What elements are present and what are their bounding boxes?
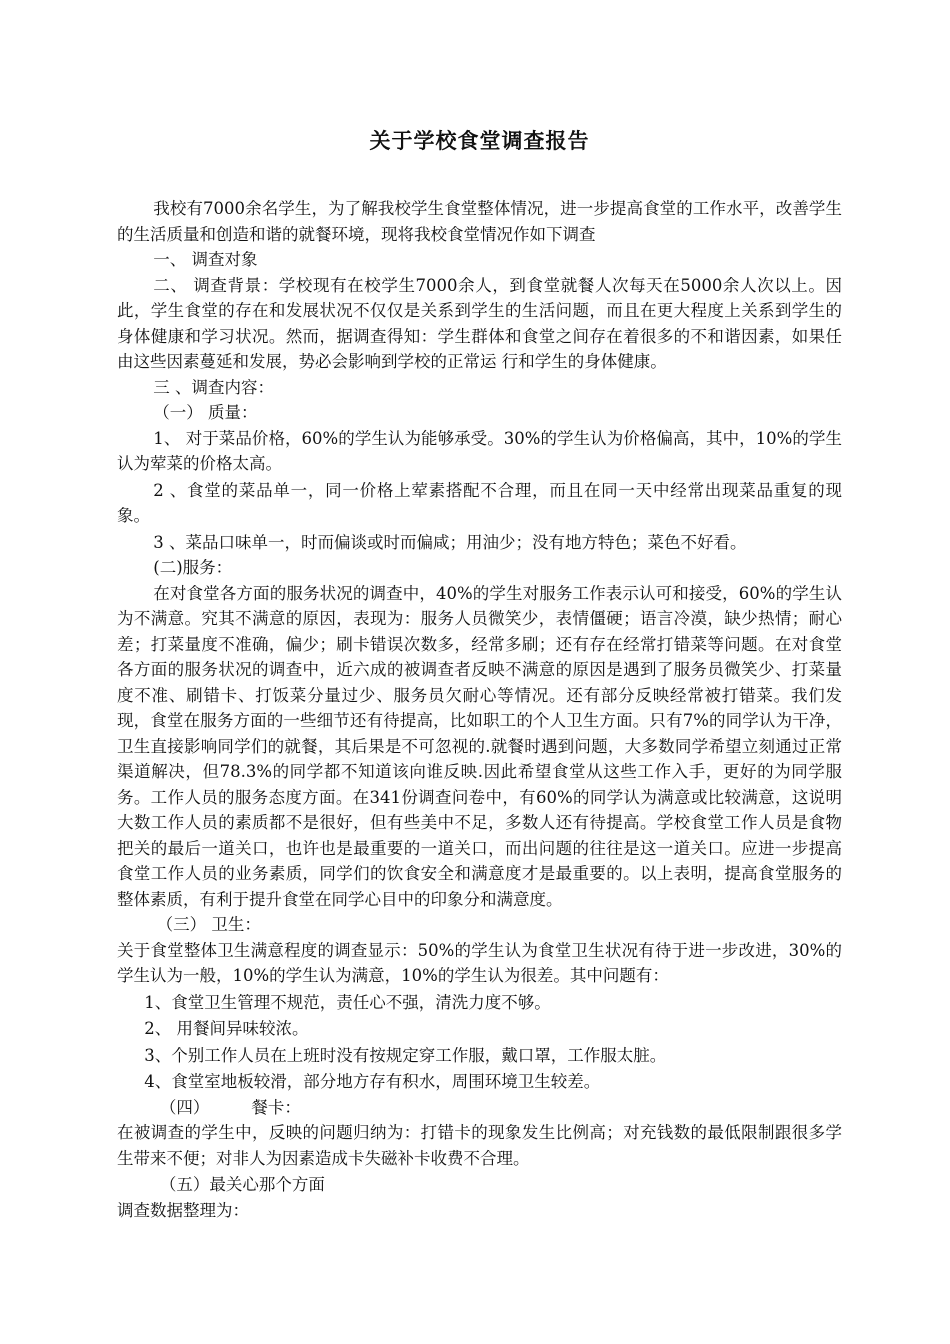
quality-item: 2 、食堂的菜品单一，同一价格上荤素搭配不合理，而且在同一天中经常出现菜品重复的现象。	[117, 480, 842, 525]
hygiene-item: 1、食堂卫生管理不规范，责任心不强，清洗力度不够。	[144, 992, 551, 1012]
subsection-heading-card: （四） 餐卡：	[159, 1097, 301, 1117]
page-title: 关于学校食堂调查报告	[369, 129, 590, 153]
section-heading-object: 一、 调查对象	[153, 250, 258, 269]
quality-item: 1、 对于菜品价格，60%的学生认为能够承受。30%的学生认为价格偏高，其中，10%的学生认为荤菜的价格太高。	[117, 428, 842, 473]
quality-item: 3 、菜品口味单一，时而偏谈或时而偏咸；用油少；没有地方特色；菜色不好看。	[153, 532, 747, 552]
hygiene-item: 3、个别工作人员在上班时没有按规定穿工作服，戴口罩，工作服太脏。	[144, 1045, 667, 1065]
subsection-heading-service: (二)服务：	[153, 558, 233, 577]
intro-paragraph: 我校有7000余名学生，为了解我校学生食堂整体情况，进一步提高食堂的工作水平，改善学生的生活质量和创造和谐的就餐环境，现将我校食堂情况作如下调查	[117, 199, 842, 244]
section-heading-content: 三 、调查内容：	[153, 377, 275, 397]
section-background-paragraph: 二、 调查背景：学校现有在校学生7000余人，到食堂就餐人次每天在5000余人次以上。因此，学生食堂的存在和发展状况不仅仅是关系到学生的生活问题，而且在更大程度上关系到学生的身体健康和学习状况。然而，据调查得知：学生群体和食堂之间存在着很多的不和谐因素，如果任由这些因素蔓延和发展，势必会影响到学校的正常运 行和学生的身体健康。	[117, 275, 842, 371]
subsection-heading-hygiene: （三） 卫生：	[156, 915, 261, 934]
data-summary-line: 调查数据整理为：	[117, 1200, 249, 1220]
service-paragraph: 在对食堂各方面的服务状况的调查中，40%的学生对服务工作表示认可和接受，60%的学生认为不满意。究其不满意的原因，表现为：服务人员微笑少，表情僵硬；语言冷漠，缺少热情；耐心差；打菜量度不准确，偏少；刷卡错误次数多，经常多刷；还有存在经常打错菜等问题。在对食堂各方面的服务状况的调查中，近六成的被调查者反映不满意的原因是遇到了服务员微笑少、打菜量度不准、刷错卡、打饭菜分量过少、服务员欠耐心等情况。还有部分反映经常被打错菜。我们发现，食堂在服务方面的一些细节还有待提高，比如职工的个人卫生方面。只有7%的同学认为干净，卫生直接影响同学们的就餐，其后果是不可忽视的.就餐时遇到问题，大多数同学希望立刻通过正常渠道解决，但78.3%的同学都不知道该向谁反映.因此希望食堂从这些工作入手，更好的为同学服务。工作人员的服务态度方面。在341份调查问卷中，有60%的同学认为满意或比较满意，这说明大数工作人员的素质都不是很好，但有些美中不足，多数人还有待提高。学校食堂工作人员是食物把关的最后一道关口，也许也是最重要的一道关口，而出问题的往往是这一道关口。应进一步提高食堂工作人员的业务素质，同学们的饮食安全和满意度才是最重要的。以上表明，提高食堂服务的整体素质，有利于提升食堂在同学心目中的印象分和满意度。	[117, 583, 842, 909]
subsection-heading-quality: （一） 质量：	[153, 403, 258, 422]
hygiene-item: 4、食堂室地板较滑，部分地方存有积水，周围环境卫生较差。	[144, 1072, 601, 1091]
subsection-heading-concern: （五）最关心那个方面	[159, 1175, 325, 1194]
hygiene-paragraph: 关于食堂整体卫生满意程度的调查显示：50%的学生认为食堂卫生状况有待于进一步改进，30%的学生认为一般，10%的学生认为满意，10%的学生认为很差。其中问题有：	[117, 940, 842, 985]
card-paragraph: 在被调查的学生中，反映的问题归纳为：打错卡的现象发生比例高；对充钱数的最低限制跟很多学生带来不便；对非人为因素造成卡失磁补卡收费不合理。	[117, 1123, 842, 1168]
hygiene-item: 2、 用餐间异味较浓。	[144, 1019, 309, 1038]
